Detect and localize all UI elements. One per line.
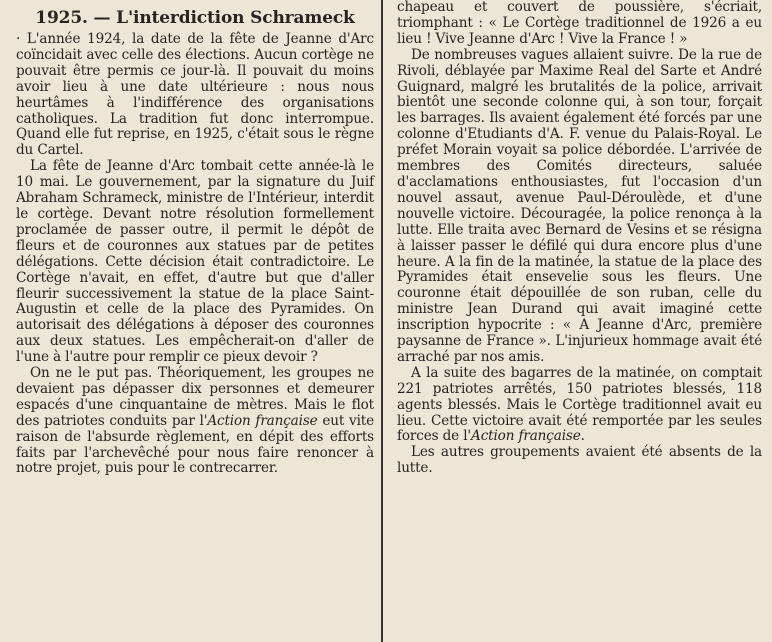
paragraph — [397, 366, 762, 446]
right-column — [385, 0, 772, 642]
paragraph-text: eut vite raison de l'absurde règlement, en dépit des efforts faits par l'archevêché pour nous faire renoncer à notre projet, puis pour le contrecarrer. — [16, 412, 374, 477]
paragraph: Les autres groupements avaient été absents de la lutte. — [397, 444, 762, 477]
italic-name: Action française — [207, 412, 318, 429]
paragraph: · L'année 1924, la date de la fête de Jeanne d'Arc coïncidait avec celle des élections. Aucun cortège ne pouvait être permis ce jour-là. Il pouvait du moins avoir lieu à une date ultérieure : nous nous heurtâmes à l'indifférence des organisations catholiques. La tradition fut donc interrompue. Quand elle fut reprise, en 1925, c'était sous le règne du Cartel. — [16, 31, 374, 159]
paragraph-text: On ne le put pas. Théoriquement, les groupes ne devaient pas dépasser dix personnes et demeurer espacés d'une cinquantaine de mètres. Mais le flot des patriotes conduits par l' — [16, 365, 374, 429]
paragraph-text: . — [580, 428, 585, 445]
paragraph-continued: chapeau et couvert de poussière, s'écriait, triomphant : « Le Cortège traditionnel de 1926 a eu lieu ! Vive Jeanne d'Arc ! Vive la France ! » — [397, 0, 762, 47]
paragraph: La fête de Jeanne d'Arc tombait cette année-là le 10 mai. Le gouvernement, par la signature du Juif Abraham Schrameck, ministre de l'Intérieur, interdit le cortège. Devant notre résolution formellement proclamée de passer outre, il permit le dépôt de fleurs et de couronnes aux statues par de petites délégations. Cette décision était contradictoire. Le Cortège n'avait, en effet, d'autre but que d'aller fleurir successivement la statue de la place Saint-Augustin et celle de la place des Pyramides. On autorisait des délégations à déposer des couronnes aux deux statues. Les empêcherait-on d'aller de l'une à l'autre pour remplir ce pieux devoir ? — [16, 158, 374, 366]
left-column — [0, 0, 384, 642]
column-divider — [381, 0, 383, 642]
italic-name: Action française — [471, 428, 581, 445]
paragraph: De nombreuses vagues allaient suivre. De la rue de Rivoli, déblayée par Maxime Real del Sarte et André Guignard, malgré les brutalités de la police, arrivait bientôt une seconde colonne qui, à son tour, forçait les barrages. Ils avaient également été forcés par une colonne d'Etudiants d'A. F. venue du Palais-Royal. Le préfet Morain voyait sa police débordée. L'arrivée de membres des Comités directeurs, saluée d'acclamations enthousiastes, fut l'occasion d'un nouvel assaut, avenue Paul-Déroulède, et d'une nouvelle victoire. Découragée, la police renonça à la lutte. Elle traita avec Bernard de Vesins et se résigna à laisser passer le défilé qui dura encore plus d'une heure. A la fin de la matinée, la statue de la place des Pyramides était ensevelie sous les fleurs. Une couronne était dépouillée de son ruban, celle du ministre Jean Durand qui avait imaginé cette inscription hypocrite : « A Jeanne d'Arc, première paysanne de France ». L'injurieux hommage avait été arraché par nos amis. — [397, 46, 762, 365]
paragraph-text: A la suite des bagarres de la matinée, on comptait 221 patriotes arrêtés, 150 patriotes blessés, 118 agents blessés. Mais le Cortège traditionnel avait eu lieu. Cette victoire avait été remportée par les seules forces de l' — [397, 364, 762, 445]
paragraph — [16, 366, 374, 477]
article-heading: 1925. — L'interdiction Schrameck — [35, 8, 355, 28]
